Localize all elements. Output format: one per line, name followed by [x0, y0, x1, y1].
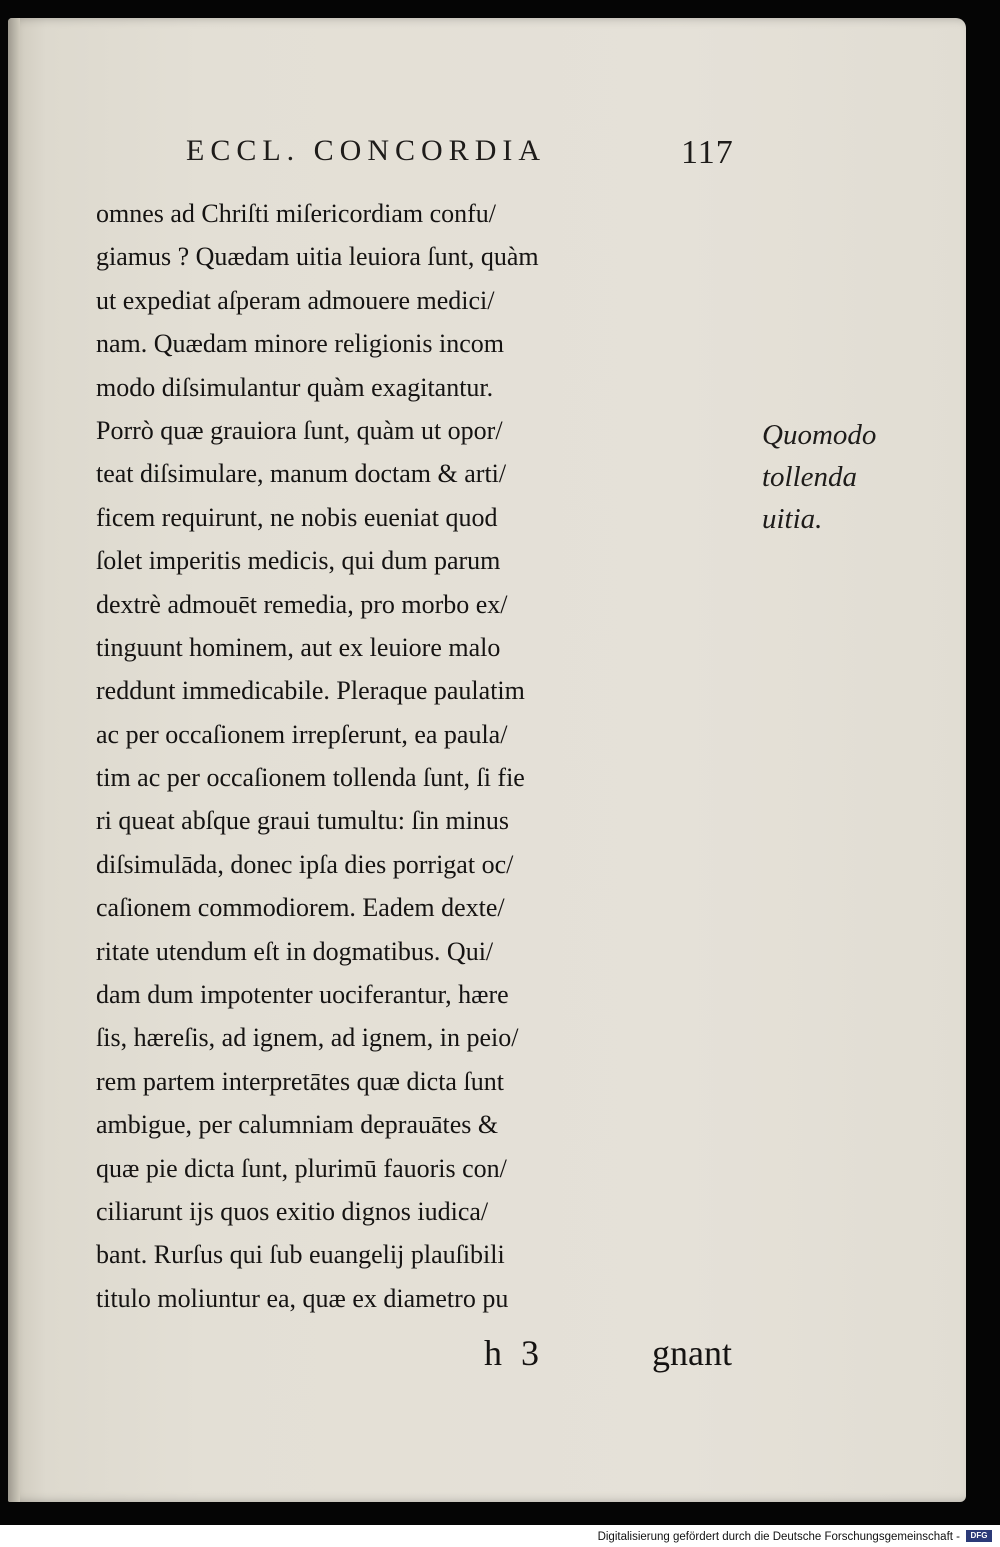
text-line: ac per occaſionem irrepſerunt, ea paula/ — [96, 719, 508, 749]
text-line: ut expediat aſperam admouere medici/ — [96, 285, 495, 315]
text-line: modo diſsimulantur quàm exagitantur. — [96, 372, 494, 402]
running-head — [186, 134, 746, 174]
text-line: giamus ? Quædam uitia leuiora ſunt, quàm — [96, 242, 539, 272]
text-line: ſis, hæreſis, ad ignem, ad ignem, in peio/ — [96, 1023, 519, 1053]
text-line: dam dum impotenter uociferantur, hære — [96, 980, 509, 1010]
marginal-note-line: tollenda — [762, 461, 858, 493]
running-title: ECCL. CONCORDIA — [186, 134, 547, 167]
text-line: caſionem commodiorem. Eadem dexte/ — [96, 893, 505, 923]
text-line: teat diſsimulare, manum doctam & arti/ — [96, 459, 507, 489]
marginal-note-line: Quomodo — [762, 419, 877, 451]
footer-credit: Digitalisierung gefördert durch die Deutsche Forschungsgemeinschaft - — [597, 1531, 960, 1543]
catchword: gnant — [652, 1333, 732, 1373]
text-line: ſolet imperitis medicis, qui dum parum — [96, 546, 501, 576]
page-gutter-edge — [8, 18, 20, 1502]
text-line: ficem requirunt, ne nobis eueniat quod — [96, 502, 498, 532]
text-line: titulo moliuntur ea, quæ ex diametro pu — [96, 1283, 509, 1313]
marginal-note — [762, 414, 876, 540]
text-line: tim ac per occaſionem tollenda ſunt, ſi fie — [96, 763, 525, 793]
text-line: ambigue, per calumniam deprauātes & — [96, 1110, 499, 1140]
signature-mark: h 3 — [484, 1333, 539, 1373]
marginal-note-line: uitia. — [762, 503, 823, 535]
signature-line — [96, 1332, 756, 1376]
text-line: ritate utendum eſt in dogmatibus. Qui/ — [96, 936, 494, 966]
text-line: ri queat abſque graui tumultu: ſin minus — [96, 806, 510, 836]
text-line: tinguunt hominem, aut ex leuiore malo — [96, 632, 501, 662]
text-line: nam. Quædam minore religionis incom — [96, 329, 504, 359]
text-line: bant. Rurſus qui ſub euangelij plauſibili — [96, 1240, 505, 1270]
text-line: dextrè admouēt remedia, pro morbo ex/ — [96, 589, 508, 619]
page-number: 117 — [681, 134, 734, 171]
text-line: Porrò quæ grauiora ſunt, quàm ut opor/ — [96, 415, 503, 445]
text-line: reddunt immedicabile. Pleraque paulatim — [96, 676, 525, 706]
text-line: omnes ad Chriſti miſericordiam confu/ — [96, 199, 497, 228]
footer-bar — [0, 1525, 1000, 1547]
main-text-block — [96, 192, 756, 1320]
text-line: diſsimulāda, donec ipſa dies porrigat oc/ — [96, 849, 514, 879]
text-line: quæ pie dicta ſunt, plurimū fauoris con/ — [96, 1153, 507, 1183]
text-line: rem partem interpretātes quæ dicta ſunt — [96, 1066, 504, 1096]
dfg-logo-icon: DFG — [966, 1530, 992, 1542]
text-line: ciliarunt ijs quos exitio dignos iudica/ — [96, 1196, 489, 1226]
